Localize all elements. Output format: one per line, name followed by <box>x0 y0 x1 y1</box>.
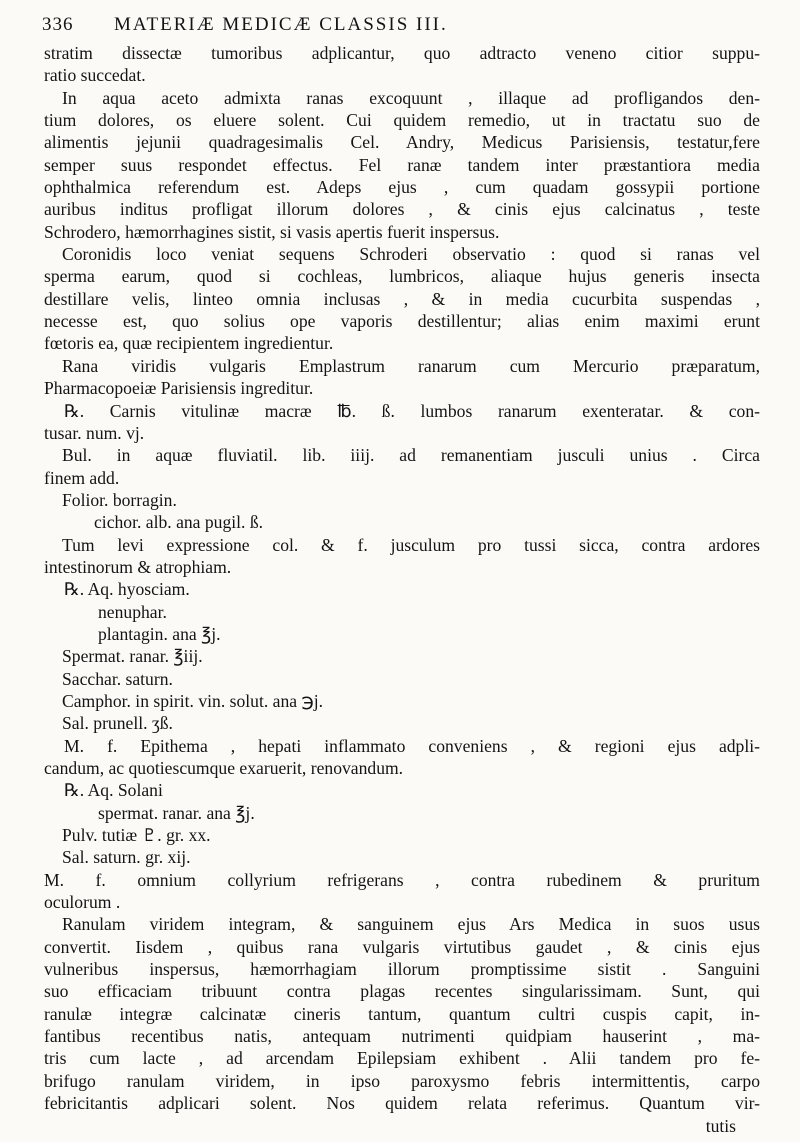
text-line: intestinorum & atrophiam. <box>44 556 232 577</box>
text-line: febricitantis adplicari solent. Nos quidem relata referimus. Quantum vir- <box>44 1093 760 1114</box>
text-line: fœtoris ea, quæ recipientem ingredientur. <box>44 333 334 354</box>
page-header <box>42 12 762 42</box>
text-line: ranulæ integræ calcinatæ cineris tantum, quantum cultri cuspis capit, in- <box>44 1003 760 1024</box>
text-line: M. f. omnium collyrium refrigerans , contra rubedinem & pruritum <box>44 869 760 890</box>
ingredient-line: Spermat. ranar. ℥iij. <box>62 646 203 667</box>
text-line: tusar. num. vj. <box>44 422 145 443</box>
text-line: stratim dissectæ tumoribus adplicantur, quo adtracto veneno citior suppu- <box>44 43 760 63</box>
page-number: 336 <box>42 14 74 35</box>
text-line: necesse est, quo solius ope vaporis destillentur; alias enim maximi erunt <box>44 311 760 332</box>
text-line: vulneribus inspersus, hæmorrhagiam illorum promptissime sistit . Sanguini <box>44 959 760 980</box>
catchword: tutis <box>705 1115 736 1136</box>
text-line: semper suus respondet effectus. Fel ranæ tandem inter præstantiora media <box>44 154 760 175</box>
ingredient-line: Sal. saturn. gr. xij. <box>62 847 191 868</box>
text-line: candum, ac quotiescumque exaruerit, renovandum. <box>44 758 404 778</box>
ingredient-line: plantagin. ana ℥j. <box>98 623 221 644</box>
text-line: tium dolores, os eluere solent. Cui quidem remedio, ut in tractatu suo de <box>44 110 760 131</box>
ingredient-line: Pulv. tutiæ ♇. gr. xx. <box>62 825 211 846</box>
recipe-line: ℞. Aq. Solani <box>64 780 163 801</box>
text-line: Schrodero, hæmorrhagines sistit, si vasis apertis fuerit inspersus. <box>44 221 500 242</box>
text-line: sperma earum, quod si cochleas, lumbricos, aliaque hujus generis insecta <box>44 266 760 287</box>
text-line: auribus inditus profligat illorum dolores , & cinis ejus calcinatus , teste <box>44 199 760 220</box>
ingredient-line: Camphor. in spirit. vin. solut. ana ℈j. <box>62 690 324 711</box>
ingredient-line: spermat. ranar. ana ℥j. <box>98 802 255 823</box>
text-line: Rana viridis vulgaris Emplastrum ranarum cum Mercurio præparatum, <box>62 355 760 376</box>
text-line: destillare velis, linteo omnia inclusas , & in media cucurbita suspendas , <box>44 288 760 309</box>
text-line: brifugo ranulam viridem, in ipso paroxysmo febris intermittentis, carpo <box>44 1070 760 1091</box>
recipe-line: ℞. Carnis vitulinæ macræ ℔. ß. lumbos ranarum exenteratar. & con- <box>64 400 760 421</box>
text-line: Coronidis loco veniat sequens Schroderi observatio : quod si ranas vel <box>62 244 760 265</box>
ingredient-line: cichor. alb. ana pugil. ß. <box>94 512 264 533</box>
ingredient-line: Sacchar. saturn. <box>62 668 173 689</box>
ingredient-line: nenuphar. <box>98 601 167 622</box>
text-line: suo efficaciam tribuunt contra plagas recentes singularissimam. Sunt, qui <box>44 981 760 1002</box>
text-line: In aqua aceto admixta ranas excoquunt , illaque ad profligandos den- <box>62 87 760 108</box>
text-body <box>44 42 760 1137</box>
text-line: tris cum lacte , ad arcendam Epilepsiam exhibent . Alii tandem pro fe- <box>44 1048 760 1069</box>
ingredient-line: Folior. borragin. <box>62 489 177 510</box>
text-line: finem add. <box>44 467 120 488</box>
text-line: Pharmacopoeiæ Parisiensis ingreditur. <box>44 378 314 399</box>
text-line: alimentis jejunii quadragesimalis Cel. Andry, Medicus Parisiensis, testatur,fere <box>44 132 760 153</box>
text-line: Tum levi expressione col. & f. jusculum pro tussi sicca, contra ardores <box>62 534 760 555</box>
text-line: M. f. Epithema , hepati inflammato conveniens , & regioni ejus adpli- <box>64 735 760 756</box>
text-line: ophthalmica referendum est. Adeps ejus , cum quadam gossypii portione <box>44 177 760 198</box>
text-line: convertit. Iisdem , quibus rana vulgaris virtutibus gaudet , & cinis ejus <box>44 936 760 957</box>
text-line: Bul. in aquæ fluviatil. lib. iiij. ad remanentiam jusculi unius . Circa <box>62 445 760 466</box>
ingredient-line: Sal. prunell. ʒß. <box>62 713 173 734</box>
text-line: Ranulam viridem integram, & sanguinem ejus Ars Medica in suos usus <box>62 914 760 935</box>
text-line: ratio succedat. <box>44 65 146 86</box>
recipe-line: ℞. Aq. hyosciam. <box>64 579 190 600</box>
running-title: MATERIÆ MEDICÆ CLASSIS III. <box>114 14 448 35</box>
text-line: oculorum . <box>44 892 121 913</box>
text-line: fantibus recentibus natis, antequam nutrimenti quidpiam hauserint , ma- <box>44 1026 760 1047</box>
